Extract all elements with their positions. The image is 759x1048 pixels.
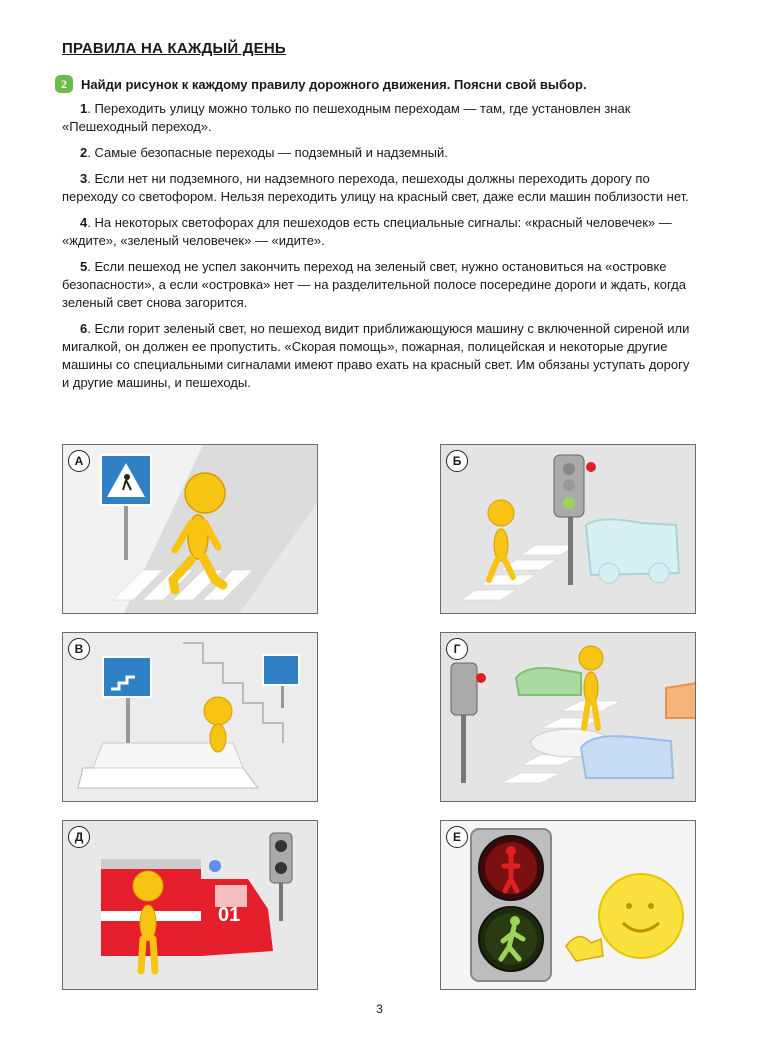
task-header [55,75,587,93]
underground-crossing-illustration [63,633,318,802]
fire-truck-illustration [63,821,318,990]
rule-5 [62,258,698,312]
panel-label-a: А [68,450,90,472]
green-man-icon [510,916,520,926]
page-number: 3 [376,1002,383,1016]
car-icon [581,736,673,778]
smiley-face-icon [599,874,683,958]
rule-text: . Если пешеход не успел закончить переход на зеленый свет, нужно остановиться на «островке безопасности», а если «островка» нет — на разделительной полосе посередине дороги и ждать, когда зеленый свет снова загорится. [62,259,686,310]
pedestrian-signals-illustration [441,821,696,990]
traffic-light-icon [451,663,477,715]
rule-number: 6 [80,321,88,336]
rule-2 [62,144,698,162]
rule-1 [62,100,698,136]
rule-text: . На некоторых светофорах для пешеходов есть специальные сигналы: «красный человечек» — «ждите», «зеленый человечек» — «идите». [62,215,672,248]
rule-text: . Самые безопасные переходы — подземный и надземный. [87,145,448,160]
rule-number: 5 [80,259,88,274]
rule-text: . Если нет ни подземного, ни надземного перехода, пешеходы должны переходить дорогу по переходу со светофором. Нельзя переходить улицу на красный свет, даже если машин поблизости нет. [62,171,689,204]
illustration-panel-a [62,444,318,614]
safety-island-illustration [441,633,696,802]
traffic-light-crossing-illustration [441,445,696,614]
panel-label-e: Е [446,826,468,848]
rule-text: . Если горит зеленый свет, но пешеход видит приближающуюся машину с включенной сиреной или мигалкой, он должен ее пропустить. «Скорая помощь», пожарная, полицейская и некоторые другие машины со специальными сигналами имеют право ехать на красный свет. Им обязаны уступать дорогу и другие машины, и пешеходы. [62,321,690,390]
panel-label-b: Б [446,450,468,472]
page-title: ПРАВИЛА НА КАЖДЫЙ ДЕНЬ [62,40,286,57]
rule-number: 3 [80,171,88,186]
panel-label-v: В [68,638,90,660]
illustration-panel-b [440,444,696,614]
illustration-panel-v [62,632,318,802]
rule-text: . Переходить улицу можно только по пешеходным переходам — там, где установлен знак «Пешеходный переход». [62,101,631,134]
siren-icon [209,860,221,872]
illustration-panel-d [62,820,318,990]
rule-3 [62,170,698,206]
crosswalk-sign-illustration [63,445,318,614]
panel-label-g: Г [446,638,468,660]
rule-6 [62,320,698,392]
rule-number: 4 [80,215,88,230]
car-icon [666,683,696,718]
rule-number: 1 [80,101,88,116]
fire-truck-number: 01 [218,904,241,926]
car-icon [516,668,581,695]
rule-4 [62,214,698,250]
rule-number: 2 [80,145,88,160]
rules-list [62,100,698,400]
task-number-badge: 2 [55,75,73,93]
overpass-sign-icon [263,655,299,685]
illustration-panel-e [440,820,696,990]
illustration-panel-g [440,632,696,802]
task-instruction: Найди рисунок к каждому правилу дорожного движения. Поясни свой выбор. [81,76,587,92]
panel-label-d: Д [68,826,90,848]
